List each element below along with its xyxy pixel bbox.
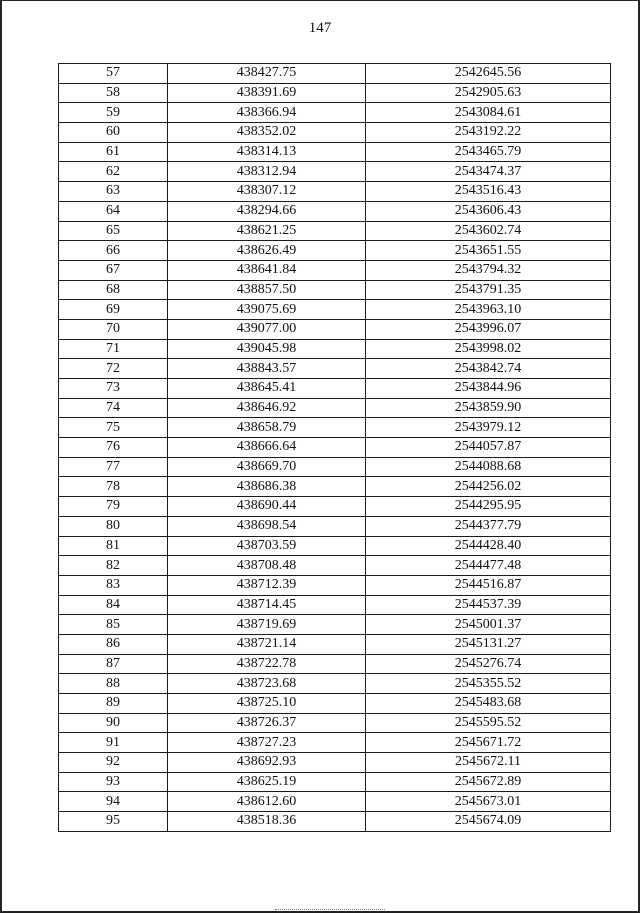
y-coordinate-cell: 2545001.37 bbox=[366, 615, 611, 635]
x-coordinate-cell: 438645.41 bbox=[168, 379, 366, 399]
y-coordinate-cell: 2545672.11 bbox=[366, 753, 611, 773]
table-row bbox=[59, 556, 611, 576]
point-number-cell: 67 bbox=[59, 260, 168, 280]
x-coordinate-cell: 438352.02 bbox=[168, 123, 366, 143]
table-row bbox=[59, 280, 611, 300]
y-coordinate-cell: 2545595.52 bbox=[366, 713, 611, 733]
table-row bbox=[59, 201, 611, 221]
table-row bbox=[59, 654, 611, 674]
table-row bbox=[59, 418, 611, 438]
table-row bbox=[59, 497, 611, 517]
y-coordinate-cell: 2545672.89 bbox=[366, 772, 611, 792]
point-number-cell: 94 bbox=[59, 792, 168, 812]
x-coordinate-cell: 438621.25 bbox=[168, 221, 366, 241]
y-coordinate-cell: 2543859.90 bbox=[366, 398, 611, 418]
point-number-cell: 85 bbox=[59, 615, 168, 635]
table-row bbox=[59, 536, 611, 556]
y-coordinate-cell: 2543192.22 bbox=[366, 123, 611, 143]
table-row bbox=[59, 753, 611, 773]
table-row bbox=[59, 438, 611, 458]
point-number-cell: 75 bbox=[59, 418, 168, 438]
x-coordinate-cell: 438366.94 bbox=[168, 103, 366, 123]
point-number-cell: 76 bbox=[59, 438, 168, 458]
table-row bbox=[59, 300, 611, 320]
table-row bbox=[59, 694, 611, 714]
x-coordinate-cell: 438658.79 bbox=[168, 418, 366, 438]
table-row bbox=[59, 772, 611, 792]
x-coordinate-cell: 438307.12 bbox=[168, 182, 366, 202]
y-coordinate-cell: 2542905.63 bbox=[366, 83, 611, 103]
y-coordinate-cell: 2545355.52 bbox=[366, 674, 611, 694]
x-coordinate-cell: 438646.92 bbox=[168, 398, 366, 418]
y-coordinate-cell: 2544256.02 bbox=[366, 477, 611, 497]
y-coordinate-cell: 2544057.87 bbox=[366, 438, 611, 458]
table-row bbox=[59, 733, 611, 753]
bottom-edge-mark bbox=[275, 909, 385, 910]
point-number-cell: 91 bbox=[59, 733, 168, 753]
x-coordinate-cell: 438843.57 bbox=[168, 359, 366, 379]
y-coordinate-cell: 2543602.74 bbox=[366, 221, 611, 241]
x-coordinate-cell: 438727.23 bbox=[168, 733, 366, 753]
table-row bbox=[59, 260, 611, 280]
y-coordinate-cell: 2544516.87 bbox=[366, 575, 611, 595]
x-coordinate-cell: 439075.69 bbox=[168, 300, 366, 320]
table-row bbox=[59, 812, 611, 832]
x-coordinate-cell: 438641.84 bbox=[168, 260, 366, 280]
x-coordinate-cell: 438692.93 bbox=[168, 753, 366, 773]
table-row bbox=[59, 319, 611, 339]
point-number-cell: 64 bbox=[59, 201, 168, 221]
x-coordinate-cell: 438690.44 bbox=[168, 497, 366, 517]
table-row bbox=[59, 457, 611, 477]
point-number-cell: 86 bbox=[59, 634, 168, 654]
point-number-cell: 80 bbox=[59, 516, 168, 536]
x-coordinate-cell: 438625.19 bbox=[168, 772, 366, 792]
y-coordinate-cell: 2545673.01 bbox=[366, 792, 611, 812]
table-row bbox=[59, 64, 611, 84]
x-coordinate-cell: 439077.00 bbox=[168, 319, 366, 339]
point-number-cell: 70 bbox=[59, 319, 168, 339]
y-coordinate-cell: 2543998.02 bbox=[366, 339, 611, 359]
x-coordinate-cell: 438857.50 bbox=[168, 280, 366, 300]
y-coordinate-cell: 2543979.12 bbox=[366, 418, 611, 438]
x-coordinate-cell: 438669.70 bbox=[168, 457, 366, 477]
point-number-cell: 82 bbox=[59, 556, 168, 576]
table-row bbox=[59, 575, 611, 595]
point-number-cell: 58 bbox=[59, 83, 168, 103]
x-coordinate-cell: 438721.14 bbox=[168, 634, 366, 654]
y-coordinate-cell: 2544477.48 bbox=[366, 556, 611, 576]
table-row bbox=[59, 221, 611, 241]
x-coordinate-cell: 438703.59 bbox=[168, 536, 366, 556]
table-row bbox=[59, 516, 611, 536]
x-coordinate-cell: 438722.78 bbox=[168, 654, 366, 674]
y-coordinate-cell: 2542645.56 bbox=[366, 64, 611, 84]
x-coordinate-cell: 438712.39 bbox=[168, 575, 366, 595]
y-coordinate-cell: 2543791.35 bbox=[366, 280, 611, 300]
y-coordinate-cell: 2545276.74 bbox=[366, 654, 611, 674]
table-row bbox=[59, 477, 611, 497]
x-coordinate-cell: 438725.10 bbox=[168, 694, 366, 714]
point-number-cell: 84 bbox=[59, 595, 168, 615]
table-row bbox=[59, 359, 611, 379]
point-number-cell: 77 bbox=[59, 457, 168, 477]
x-coordinate-cell: 438427.75 bbox=[168, 64, 366, 84]
y-coordinate-cell: 2543844.96 bbox=[366, 379, 611, 399]
point-number-cell: 81 bbox=[59, 536, 168, 556]
x-coordinate-cell: 438719.69 bbox=[168, 615, 366, 635]
y-coordinate-cell: 2543606.43 bbox=[366, 201, 611, 221]
point-number-cell: 59 bbox=[59, 103, 168, 123]
y-coordinate-cell: 2545131.27 bbox=[366, 634, 611, 654]
point-number-cell: 90 bbox=[59, 713, 168, 733]
table-row bbox=[59, 674, 611, 694]
x-coordinate-cell: 438708.48 bbox=[168, 556, 366, 576]
table-row bbox=[59, 595, 611, 615]
table-row bbox=[59, 615, 611, 635]
y-coordinate-cell: 2544428.40 bbox=[366, 536, 611, 556]
table-row bbox=[59, 123, 611, 143]
table-row bbox=[59, 713, 611, 733]
point-number-cell: 93 bbox=[59, 772, 168, 792]
point-number-cell: 88 bbox=[59, 674, 168, 694]
point-number-cell: 62 bbox=[59, 162, 168, 182]
x-coordinate-cell: 438723.68 bbox=[168, 674, 366, 694]
x-coordinate-cell: 438698.54 bbox=[168, 516, 366, 536]
page-number: 147 bbox=[308, 20, 332, 36]
point-number-cell: 78 bbox=[59, 477, 168, 497]
x-coordinate-cell: 438726.37 bbox=[168, 713, 366, 733]
point-number-cell: 69 bbox=[59, 300, 168, 320]
point-number-cell: 74 bbox=[59, 398, 168, 418]
point-number-cell: 68 bbox=[59, 280, 168, 300]
y-coordinate-cell: 2543516.43 bbox=[366, 182, 611, 202]
table-row bbox=[59, 83, 611, 103]
x-coordinate-cell: 438626.49 bbox=[168, 241, 366, 261]
y-coordinate-cell: 2544377.79 bbox=[366, 516, 611, 536]
x-coordinate-cell: 438314.13 bbox=[168, 142, 366, 162]
y-coordinate-cell: 2545674.09 bbox=[366, 812, 611, 832]
point-number-cell: 95 bbox=[59, 812, 168, 832]
y-coordinate-cell: 2545483.68 bbox=[366, 694, 611, 714]
y-coordinate-cell: 2543963.10 bbox=[366, 300, 611, 320]
table-row bbox=[59, 162, 611, 182]
y-coordinate-cell: 2543794.32 bbox=[366, 260, 611, 280]
table-row bbox=[59, 634, 611, 654]
point-number-cell: 71 bbox=[59, 339, 168, 359]
point-number-cell: 92 bbox=[59, 753, 168, 773]
table-row bbox=[59, 339, 611, 359]
coordinates-table bbox=[58, 63, 611, 832]
x-coordinate-cell: 438666.64 bbox=[168, 438, 366, 458]
point-number-cell: 65 bbox=[59, 221, 168, 241]
y-coordinate-cell: 2543084.61 bbox=[366, 103, 611, 123]
coordinates-table-body bbox=[59, 64, 611, 832]
table-row bbox=[59, 398, 611, 418]
y-coordinate-cell: 2543474.37 bbox=[366, 162, 611, 182]
x-coordinate-cell: 438612.60 bbox=[168, 792, 366, 812]
point-number-cell: 60 bbox=[59, 123, 168, 143]
table-row bbox=[59, 241, 611, 261]
point-number-cell: 61 bbox=[59, 142, 168, 162]
table-row bbox=[59, 792, 611, 812]
x-coordinate-cell: 438686.38 bbox=[168, 477, 366, 497]
point-number-cell: 57 bbox=[59, 64, 168, 84]
table-row bbox=[59, 379, 611, 399]
y-coordinate-cell: 2544088.68 bbox=[366, 457, 611, 477]
x-coordinate-cell: 439045.98 bbox=[168, 339, 366, 359]
point-number-cell: 87 bbox=[59, 654, 168, 674]
table-row bbox=[59, 142, 611, 162]
y-coordinate-cell: 2543842.74 bbox=[366, 359, 611, 379]
table-row bbox=[59, 182, 611, 202]
x-coordinate-cell: 438714.45 bbox=[168, 595, 366, 615]
y-coordinate-cell: 2545671.72 bbox=[366, 733, 611, 753]
point-number-cell: 83 bbox=[59, 575, 168, 595]
y-coordinate-cell: 2544537.39 bbox=[366, 595, 611, 615]
x-coordinate-cell: 438518.36 bbox=[168, 812, 366, 832]
table-row bbox=[59, 103, 611, 123]
x-coordinate-cell: 438391.69 bbox=[168, 83, 366, 103]
y-coordinate-cell: 2543651.55 bbox=[366, 241, 611, 261]
point-number-cell: 73 bbox=[59, 379, 168, 399]
point-number-cell: 72 bbox=[59, 359, 168, 379]
x-coordinate-cell: 438294.66 bbox=[168, 201, 366, 221]
point-number-cell: 63 bbox=[59, 182, 168, 202]
point-number-cell: 79 bbox=[59, 497, 168, 517]
y-coordinate-cell: 2543996.07 bbox=[366, 319, 611, 339]
point-number-cell: 66 bbox=[59, 241, 168, 261]
y-coordinate-cell: 2544295.95 bbox=[366, 497, 611, 517]
point-number-cell: 89 bbox=[59, 694, 168, 714]
y-coordinate-cell: 2543465.79 bbox=[366, 142, 611, 162]
x-coordinate-cell: 438312.94 bbox=[168, 162, 366, 182]
